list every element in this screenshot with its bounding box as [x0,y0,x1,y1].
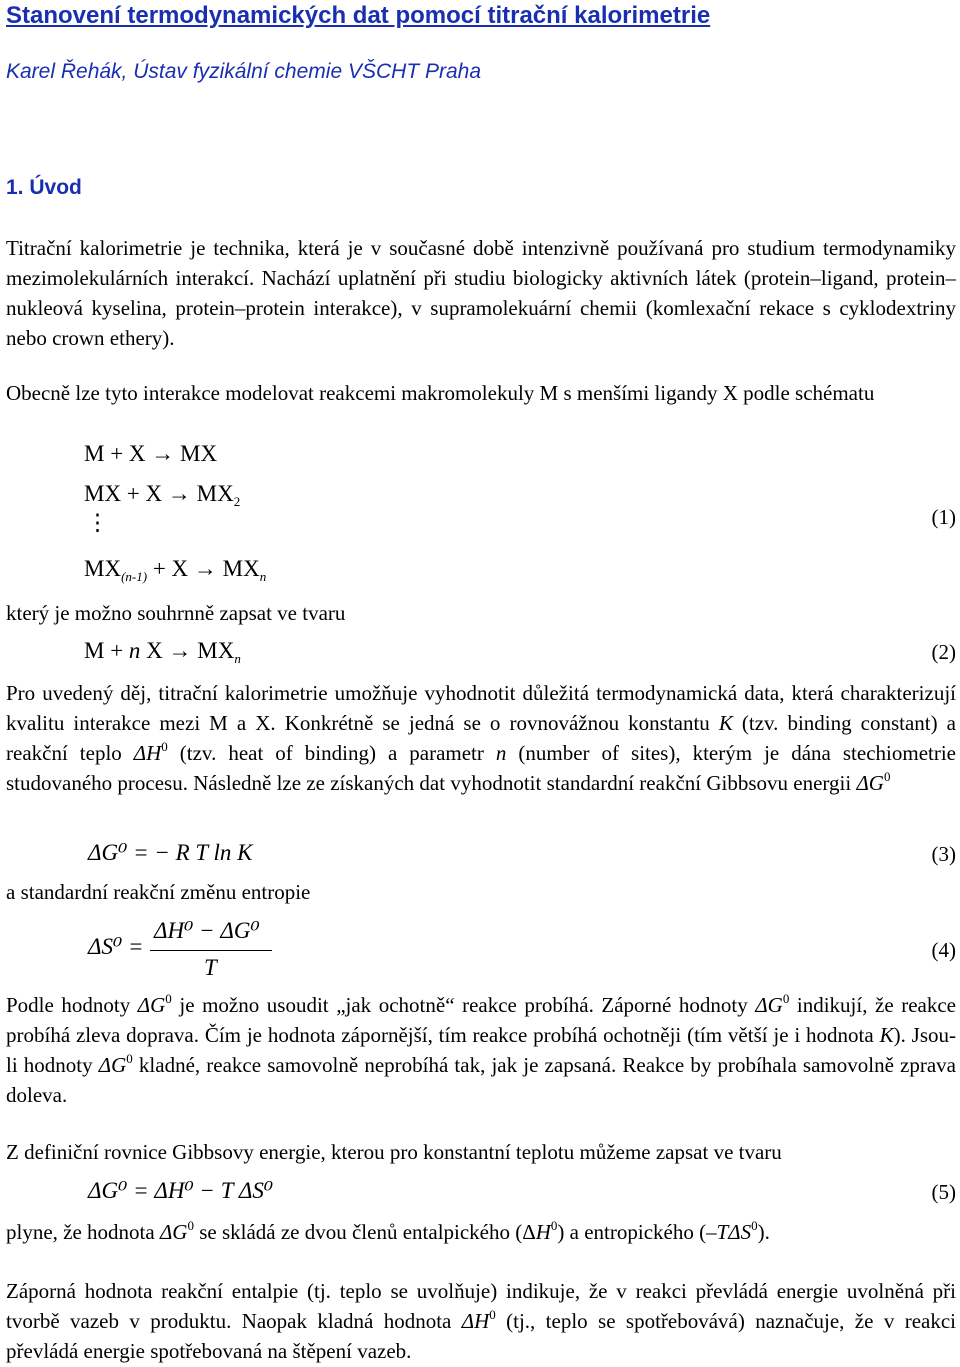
scheme-paragraph: Obecně lze tyto interakce modelovat reakcemi makromolekuly M s menšími ligandy X podle schématu [6,381,875,405]
enthalpy-paragraph: Záporná hodnota reakční entalpie (tj. teplo se uvolňuje) indikuje, že v reakci převládá energie uvolněná při tvorbě vazeb v produktu. Naopak kladná hodnota $\Delta H^0$ (tj., teplo se spotřebovává) naznačuje, že v reakci převládá energie spotřebovaná na štěpení vazeb. [6,1279,956,1363]
equation-1-number: (1) [931,505,956,529]
section-heading: 1. Úvod [6,176,82,199]
equation-1-line-3: $MX_{(n-1)} + X \to MX_n$ [84,556,267,584]
equation-4-denominator: T [204,955,217,980]
equation-4-intro: a standardní reakční změnu entropie [6,880,311,904]
equation-4-lhs: ΔS⁰ = [88,934,144,959]
equation-2-intro: který je možno souhrnně zapsat ve tvaru [6,601,346,625]
document-title: Stanovení termodynamických dat pomocí titrační kalorimetrie [6,2,711,29]
equation-3: ΔG⁰ = − R T ln K [88,840,253,865]
author-line: Karel Řehák, Ústav fyzikální chemie VŠCHT Praha [6,60,482,83]
equation-4-number: (4) [931,938,956,962]
fraction-bar [150,950,272,951]
equation-1-line-2: MX + $X \to MX_2$ [84,481,241,509]
equation-4-numerator: ΔH⁰ − ΔG⁰ [154,918,260,943]
equation-3-number: (3) [931,842,956,866]
equation-5: ΔG⁰ = ΔH⁰ − T ΔS⁰ [88,1178,274,1203]
equation-1-line-1: M + X → MX [84,441,218,466]
terms-sentence: plyne, že hodnota $\Delta G^0$ se skládá ze dvou členů entalpického $(\Delta H^0)$ a entropického (–TΔS$^0$). [6,1218,770,1244]
spontaneity-paragraph: Podle hodnoty $\Delta G^0$ je možno usoudit „jak ochotně“ reakce probíhá. Záporné hodnoty $\Delta G^0$ indikují, že reakce probíhá zleva doprava. Čím je hodnota zápornější, tím reakce probíhá ochotněji (tím větší je i hodnota K). Jsou-li hodnoty $\Delta G^0$ kladné, reakce samovolně neprobíhá tak, jak je zapsaná. Reakce by probíhala samovolně zprava doleva. [6,991,956,1107]
gibbs-definition-intro: Z definiční rovnice Gibbsovy energie, kterou pro konstantní teplotu můžeme zapsat ve tvaru [6,1140,782,1164]
parameters-paragraph: Pro uvedený děj, titrační kalorimetrie umožňuje vyhodnotit důležitá termodynamická data, která charakterizují kvalitu interakce mezi M a X. Konkrétně se jedná se o rovnovážnou konstantu K (tzv. binding constant) a reakční teplo $\Delta H^0$ (tzv. heat of binding) a parametr n (number of sites), kterým je dána stechiometrie studovaného procesu. Následně lze ze získaných dat vyhodnotit standardní reakční Gibbsovu energii $\Delta G^0$ [6,681,956,795]
equation-2: M + n $X \to MX_n$ [84,638,241,666]
equation-2-number: (2) [931,640,956,664]
equation-1-dots: ⋮ [86,510,109,535]
equation-5-number: (5) [931,1180,956,1204]
intro-paragraph: Titrační kalorimetrie je technika, která je v současné době intenzivně používaná pro studium termodynamiky mezimolekulárních interakcí. Nachází uplatnění při studiu biologicky aktivních látek (protein–ligand, protein–nukleová kyselina, protein–protein interakce), v supramolekuární chemii (komlexační rekace s cyklodextriny nebo crown ethery). [6,236,956,350]
